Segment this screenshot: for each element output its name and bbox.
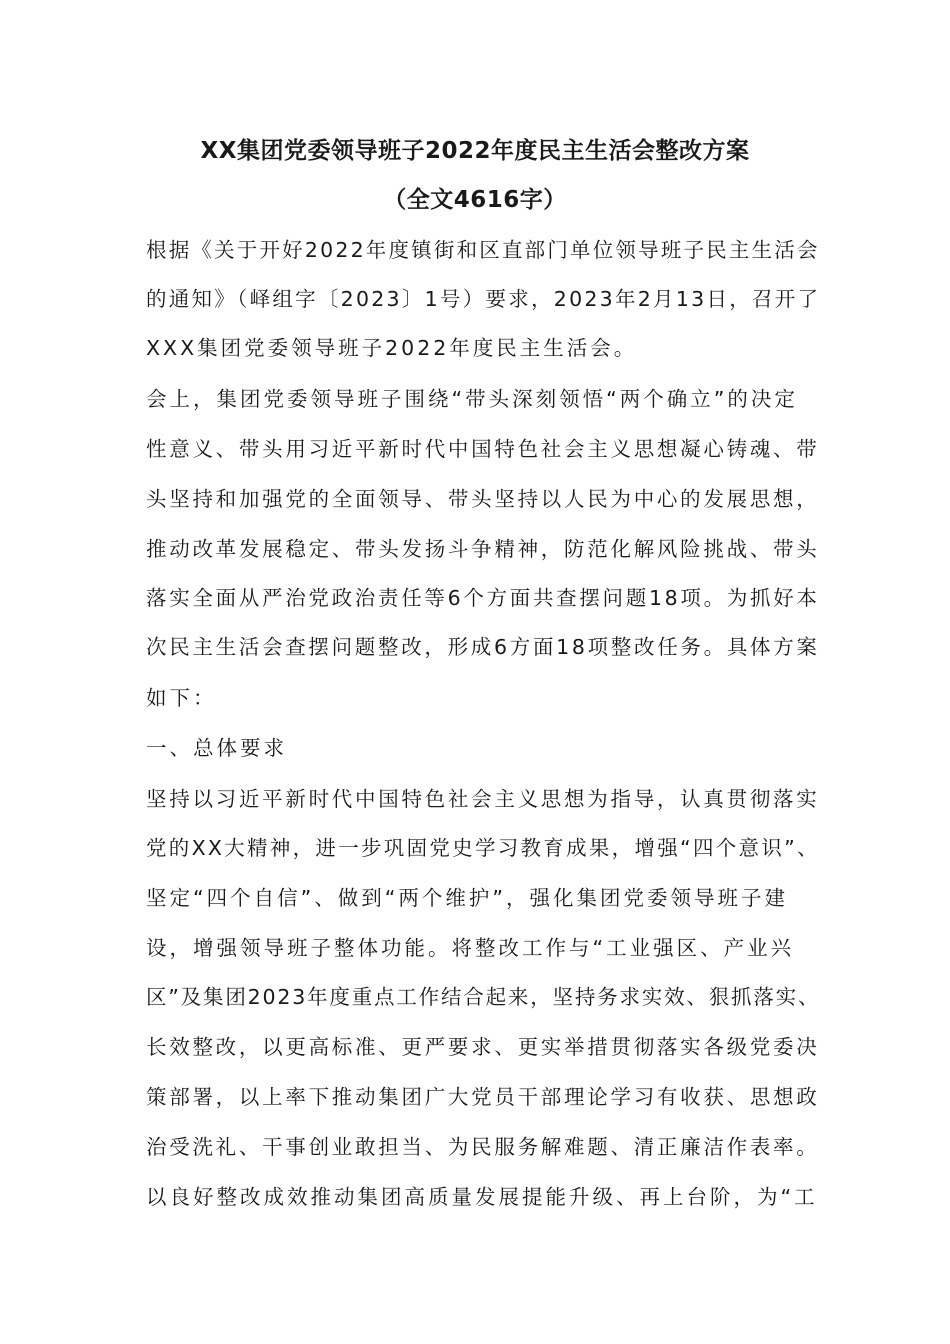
body-line-12: 坚持以习近平新时代中国特色社会主义思想为指导，认真贯彻落实 — [146, 787, 820, 811]
body-line-3: XXX集团党委领导班子2022年度民主生活会。 — [146, 336, 638, 360]
document-title: XX集团党委领导班子2022年度民主生活会整改方案 — [200, 138, 750, 164]
body-line-9: 次民主生活会查摆问题整改，形成6方面18项整改任务。具体方案 — [146, 635, 820, 659]
body-line-19: 治受洗礼、干事创业敢担当、为民服务解难题、清正廉洁作表率。 — [146, 1135, 820, 1159]
section-heading-1: 一、总体要求 — [146, 736, 287, 760]
body-line-17: 长效整改，以更高标准、更严要求、更实举措贯彻落实各级党委决 — [146, 1035, 820, 1059]
body-line-6: 头坚持和加强党的全面领导、带头坚持以人民为中心的发展思想， — [146, 487, 820, 511]
body-line-2: 的通知》（峄组字〔2023〕1号）要求，2023年2月13日，召开了 — [146, 287, 821, 311]
body-line-15: 设，增强领导班子整体功能。将整改工作与“工业强区、产业兴 — [146, 936, 795, 960]
document-subtitle: （全文4616字） — [383, 187, 567, 213]
body-line-5: 性意义、带头用习近平新时代中国特色社会主义思想凝心铸魂、带 — [146, 437, 820, 461]
body-line-10: 如下： — [146, 686, 217, 710]
body-line-13: 党的XX大精神，进一步巩固党史学习教育成果，增强“四个意识”、 — [146, 836, 820, 860]
body-line-1: 根据《关于开好2022年度镇街和区直部门单位领导班子民主生活会 — [146, 238, 820, 262]
body-line-16: 区”及集团2023年度重点工作结合起来，坚持务求实效、狠抓落实、 — [146, 985, 821, 1009]
body-line-7: 推动改革发展稳定、带头发扬斗争精神，防范化解风险挑战、带头 — [146, 537, 820, 561]
body-line-20: 以良好整改成效推动集团高质量发展提能升级、再上台阶，为“工 — [146, 1185, 818, 1209]
body-line-8: 落实全面从严治党政治责任等6个方面共查摆问题18项。为抓好本 — [146, 586, 820, 610]
body-line-18: 策部署，以上率下推动集团广大党员干部理论学习有收获、思想政 — [146, 1085, 820, 1109]
body-line-4: 会上，集团党委领导班子围绕“带头深刻领悟“两个确立”的决定 — [146, 387, 798, 411]
body-line-14: 坚定“四个自信”、做到“两个维护”，强化集团党委领导班子建 — [146, 886, 788, 910]
